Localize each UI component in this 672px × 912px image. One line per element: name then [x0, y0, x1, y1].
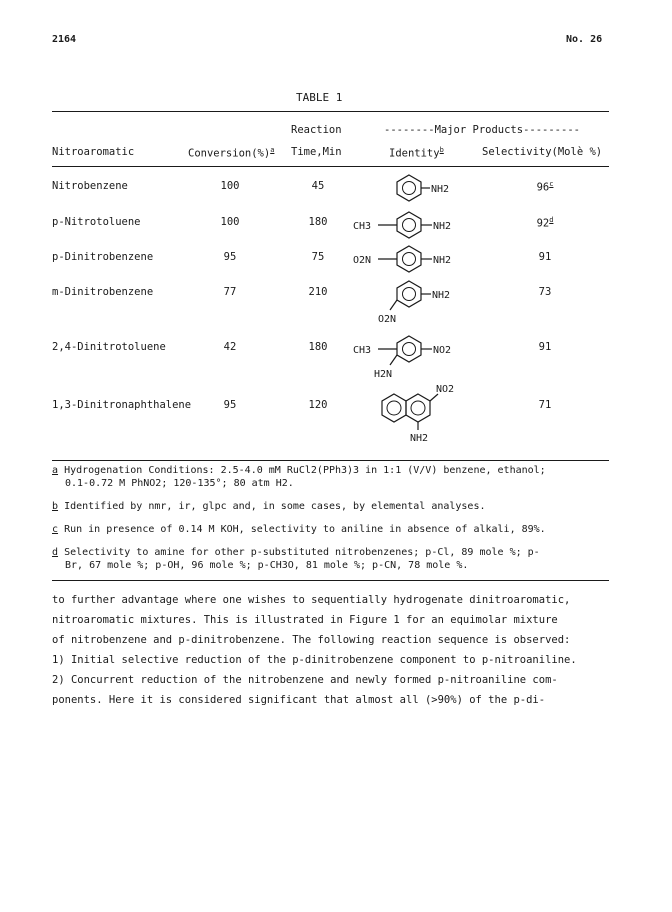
row-name: p-Nitrotoluene [52, 216, 141, 228]
svg-text:CH3: CH3 [353, 221, 372, 232]
row-selectivity: 91 [538, 251, 552, 263]
structure-p-nitroaniline [352, 243, 492, 273]
header-selectivity: Selectivity(Molè %) [482, 146, 603, 158]
svg-text:NH2: NH2 [410, 433, 429, 444]
row-time: 120 [308, 399, 328, 411]
row-conversion: 95 [223, 251, 237, 263]
svg-text:NO2: NO2 [436, 384, 455, 395]
body-paragraph: to further advantage where one wishes to sequentially hydrogenate dinitroaromatic, nitroaromatic mixtures. This is illustrated in Figure 1 for an equimolar mixture of nitrobenzene and p-dinitrobenzene. The following reaction sequence is observed: 1) Initial selective reduction of the p-dinitrobenzene component to p-nitroaniline. 2) Concurrent reduction of the nitrobenzene and newly formed p-nitroaniline com- ponents. Here it is considered significant that almost all (>90%) of the p-di- [52, 594, 577, 706]
row-conversion: 42 [223, 341, 237, 353]
row-time: 45 [311, 180, 325, 192]
structure-amino-nitrotoluene [352, 333, 492, 383]
svg-text:O2N: O2N [378, 314, 397, 325]
table-top-rule [52, 111, 609, 112]
structure-aniline [384, 172, 494, 202]
page-number: 2164 [52, 34, 77, 45]
table-title: TABLE 1 [296, 91, 343, 104]
row-name: 2,4-Dinitrotoluene [52, 341, 166, 353]
svg-text:NO2: NO2 [433, 345, 452, 356]
header-conversion: Conversion(%)$^a$ [188, 146, 275, 160]
svg-text:O2N: O2N [353, 255, 372, 266]
row-selectivity: 73 [538, 286, 552, 298]
row-time: 180 [308, 216, 328, 228]
svg-text:CH3: CH3 [353, 345, 372, 356]
row-time: 210 [308, 286, 328, 298]
structure-p-toluidine [352, 209, 492, 239]
row-selectivity: 92$^d$ [536, 216, 554, 230]
footnote-a: a Hydrogenation Conditions: 2.5-4.0 mM RuCl2(PPh3)3 in 1:1 (V/V) benzene, ethanol; 0.1-0.72 M PhNO2; 120-135°; 80 atm H2. [52, 465, 546, 489]
row-name: 1,3-Dinitronaphthalene [52, 399, 192, 411]
row-selectivity: 91 [538, 341, 552, 353]
header-nitroaromatic: Nitroaromatic [52, 146, 135, 158]
footnote-b: b Identified by nmr, ir, glpc and, in some cases, by elemental analyses. [52, 501, 486, 512]
row-conversion: 95 [223, 399, 237, 411]
row-selectivity: 96$^c$ [536, 180, 554, 194]
svg-text:H2N: H2N [374, 369, 393, 380]
row-time: 75 [311, 251, 325, 263]
svg-text:NH2: NH2 [433, 255, 452, 266]
svg-text:NH2: NH2 [431, 184, 450, 195]
svg-text:NH2: NH2 [432, 290, 451, 301]
footnote-rule [52, 580, 609, 581]
header-major-products: --------Major Products--------- [384, 124, 580, 136]
svg-text:NH2: NH2 [433, 221, 452, 232]
issue-number: No. 26 [566, 34, 603, 45]
structure-nitro-naphthylamine [372, 380, 482, 444]
row-name: Nitrobenzene [52, 180, 128, 192]
row-time: 180 [308, 341, 328, 353]
header-time: Time,Min [291, 146, 342, 158]
table-bottom-rule [52, 460, 609, 461]
structure-m-nitroaniline [376, 278, 496, 328]
row-conversion: 100 [220, 180, 240, 192]
table-header-rule [52, 166, 609, 167]
row-name: m-Dinitrobenzene [52, 286, 154, 298]
row-name: p-Dinitrobenzene [52, 251, 154, 263]
footnote-c: c Run in presence of 0.14 M KOH, selectivity to aniline in absence of alkali, 89%. [52, 524, 546, 535]
row-selectivity: 71 [538, 399, 552, 411]
footnote-d: d Selectivity to amine for other p-substituted nitrobenzenes; p-Cl, 89 mole %; p- Br, 67 mole %; p-OH, 96 mole %; p-CH3O, 81 mole %; p-CN, 78 mole %. [52, 547, 540, 571]
header-reaction: Reaction [291, 124, 342, 136]
row-conversion: 77 [223, 286, 237, 298]
header-identity: Identity$^b$ [389, 146, 444, 160]
row-conversion: 100 [220, 216, 240, 228]
